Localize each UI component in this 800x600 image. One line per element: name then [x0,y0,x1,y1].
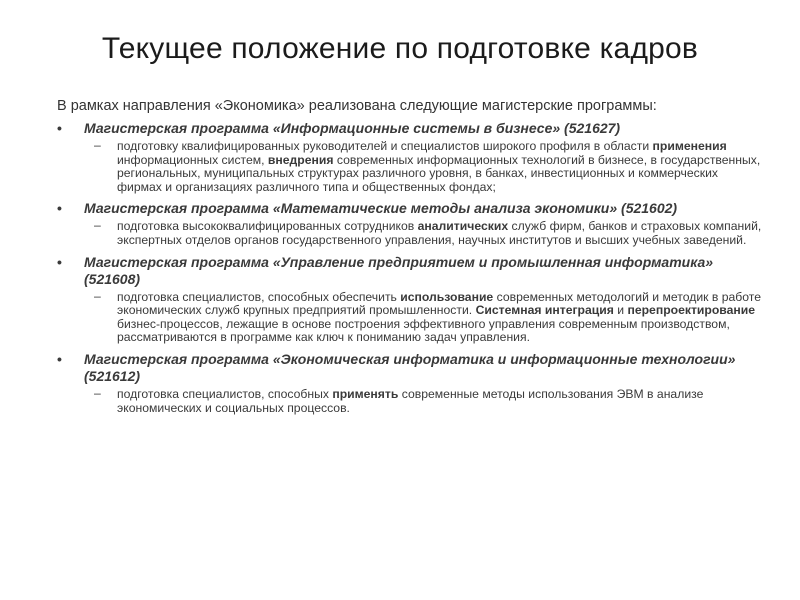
program-item [57,254,762,345]
description-segment: служб фирм, банков и страховых компаний, экспертных отделов органов государственного управления, научных институтов и высших учебных заведений. [117,219,762,247]
description-segment: современные методы использования ЭВМ в анализе экономических и социальных процессов. [117,386,704,415]
program-heading-text: Магистерская программа «Математические методы анализа экономики» (521602) [84,200,678,217]
program-description-text [117,387,703,415]
program-heading-text: Магистерская программа «Управление предприятием и промышленная информатика» (521608) [84,253,714,287]
program-description-text [117,290,761,345]
description-segment: информационных систем, [117,152,268,167]
program-item [57,351,762,415]
bullet-icon: • [57,200,62,217]
program-description-text [117,219,761,247]
bullet-icon: • [57,120,62,136]
program-item [57,200,762,247]
dash-icon: – [94,138,101,152]
emphasis-text: Системная интеграция [475,303,614,318]
emphasis-text: применять [332,386,399,401]
description-segment: подготовка высококвалифицированных сотрудников [117,219,418,234]
description-segment: и [613,303,628,318]
program-description-text [117,139,760,194]
program-description [57,220,762,247]
dash-icon: – [94,288,101,303]
description-segment: бизнес-процессов, лежащие в основе построения эффективного управления современным производством, рассматриваются в программе как ключ к пониманию задач управления. [117,316,730,345]
emphasis-text: внедрения [267,152,334,167]
emphasis-text: перепроектирование [627,303,756,318]
intro-text: В рамках направления «Экономика» реализована следующие магистерские программы: [57,98,657,114]
dash-icon: – [94,218,101,233]
bullet-icon: • [57,350,62,367]
emphasis-text: аналитических [417,219,509,234]
program-heading [57,351,762,385]
description-segment: подготовка специалистов, способных [117,386,333,401]
program-description [57,385,762,415]
description-segment: подготовка специалистов, способных обеспечить [117,289,401,304]
bullet-icon: • [57,253,62,270]
program-heading [57,200,762,217]
program-heading [57,254,762,288]
program-list [57,120,762,421]
description-segment: современных методологий и методик в работе экономических служб крупных предприятий промышленности. [117,289,761,318]
program-heading-text: Магистерская программа «Информационные системы в бизнесе» (521627) [84,120,621,136]
description-segment: подготовку квалифицированных руководителей и специалистов широкого профиля в области [117,139,653,153]
emphasis-text: использование [400,289,494,304]
program-item [57,120,762,194]
program-heading [57,120,762,137]
dash-icon: – [94,385,101,400]
program-description [57,288,762,345]
emphasis-text: применения [652,139,727,153]
program-description [57,140,762,194]
program-heading-text: Магистерская программа «Экономическая информатика и информационные технологии» (521612) [84,350,736,384]
slide-title: Текущее положение по подготовке кадров [101,32,699,65]
description-segment: современных информационных технологий в бизнесе, в государственных, региональных, муниципальных структурах различного уровня, в банках, инвестиционных и коммерческих фирмах и организациях различного типа и общественных фондах; [117,152,761,194]
